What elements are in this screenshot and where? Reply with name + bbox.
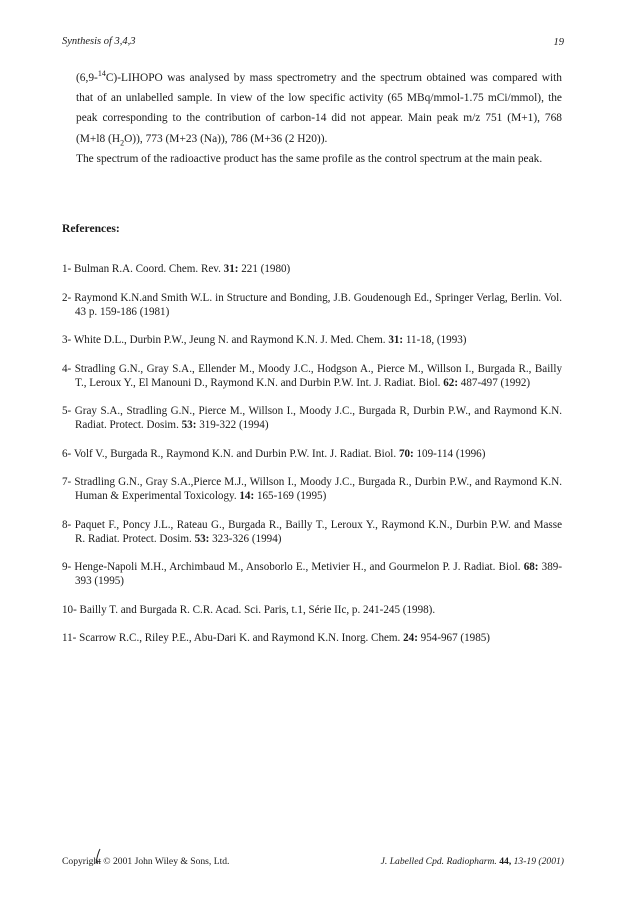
body-text — [76, 68, 562, 169]
running-title: Synthesis of 3,4,3 — [62, 36, 136, 47]
reference-item: 6- Volf V., Burgada R., Raymond K.N. and Durbin P.W. Int. J. Radiat. Biol. 70: 109-114 (1996) — [62, 447, 486, 460]
reference-item: 10- Bailly T. and Burgada R. C.R. Acad. Sci. Paris, t.1, Série IIc, p. 241-245 (1998). — [62, 603, 436, 616]
reference-list — [62, 262, 562, 660]
references-heading: References: — [62, 222, 120, 235]
reference-item: 9- Henge-Napoli M.H., Archimbaud M., Ansoborlo E., Metivier H., and Gourmelon P. J. Radiat. Biol. 68: 389-393 (1995) — [62, 561, 563, 587]
reference-item: 4- Stradling G.N., Gray S.A., Ellender M., Moody J.C., Hodgson A., Pierce M., Willson I., Burgada R., Bailly T., Leroux Y., El Manouni D., Raymond K.N. and Durbin P.W. Int. J. Radiat. Biol. 62: 487-497 (1992) — [62, 362, 562, 389]
page-number: 19 — [553, 37, 564, 48]
reference-item: 7- Stradling G.N., Gray S.A.,Pierce M.J., Willson I., Moody J.C., Burgada R., Durbin P.W., and Raymond K.N. Human & Experimental Toxicology. 14: 165-169 (1995) — [62, 476, 562, 502]
volume-number: 24: — [403, 632, 418, 644]
reference-item: 2- Raymond K.N.and Smith W.L. in Structure and Bonding, J.B. Goudenough Ed., Springer Verlag, Berlin. Vol. 43 p. 159-186 (1981) — [62, 291, 562, 318]
subscript: 2 — [120, 137, 125, 147]
reference-item: 3- White D.L., Durbin P.W., Jeung N. and Raymond K.N. J. Med. Chem. 31: 11-18, (1993) — [62, 334, 467, 346]
volume-number: 70: — [398, 447, 414, 460]
pen-mark-icon — [91, 848, 105, 866]
reference-item: 1- Bulman R.A. Coord. Chem. Rev. 31: 221 (1980) — [62, 263, 291, 275]
volume-number: 31: — [388, 334, 404, 346]
volume-number: 68: — [523, 561, 539, 573]
reference-item: 11- Scarrow R.C., Riley P.E., Abu-Dari K. and Raymond K.N. Inorg. Chem. 24: 954-967 (1985) — [62, 632, 491, 644]
paragraph-spectrum-profile: The spectrum of the radioactive product has the same profile as the control spectrum at the main peak. — [76, 152, 543, 165]
volume-number: 62: — [443, 376, 459, 389]
volume-number: 53: — [181, 419, 197, 431]
volume-number: 31: — [223, 263, 239, 275]
volume-number: 14: — [239, 490, 255, 502]
volume-number: 53: — [194, 532, 210, 545]
reference-item: 8- Paquet F., Poncy J.L., Rateau G., Burgada R., Bailly T., Leroux Y., Raymond K.N., Durbin P.W. and Masse R. Radiat. Protect. Dosim. 53: 323-326 (1994) — [62, 518, 562, 545]
reference-item: 5- Gray S.A., Stradling G.N., Pierce M., Willson I., Moody J.C., Burgada R, Durbin P.W., and Raymond K.N. Radiat. Protect. Dosim. 53: 319-322 (1994) — [62, 405, 562, 431]
isotope-superscript: 14 — [97, 69, 106, 79]
copyright-notice: Copyright © 2001 John Wiley & Sons, Ltd. — [62, 856, 230, 867]
journal-citation: J. Labelled Cpd. Radiopharm. 44, 13-19 (2001) — [380, 856, 564, 867]
paragraph-mass-spectrometry: (6,9-$^{14}$C)-LIHOPO was analysed by mass spectrometry and the spectrum obtained was compared with that of an unlabelled sample. In view of the low specific activity (65 MBq/mmol-1.75 mCi/mmol), the peak corresponding to the contribution of carbon-14 did not appear. Main peak m/z 751 (M+1), 768 (M+l8 $(H_2O)$), 773 (M+23 (Na)), 786 (M+36 (2 H20)). — [76, 69, 562, 147]
